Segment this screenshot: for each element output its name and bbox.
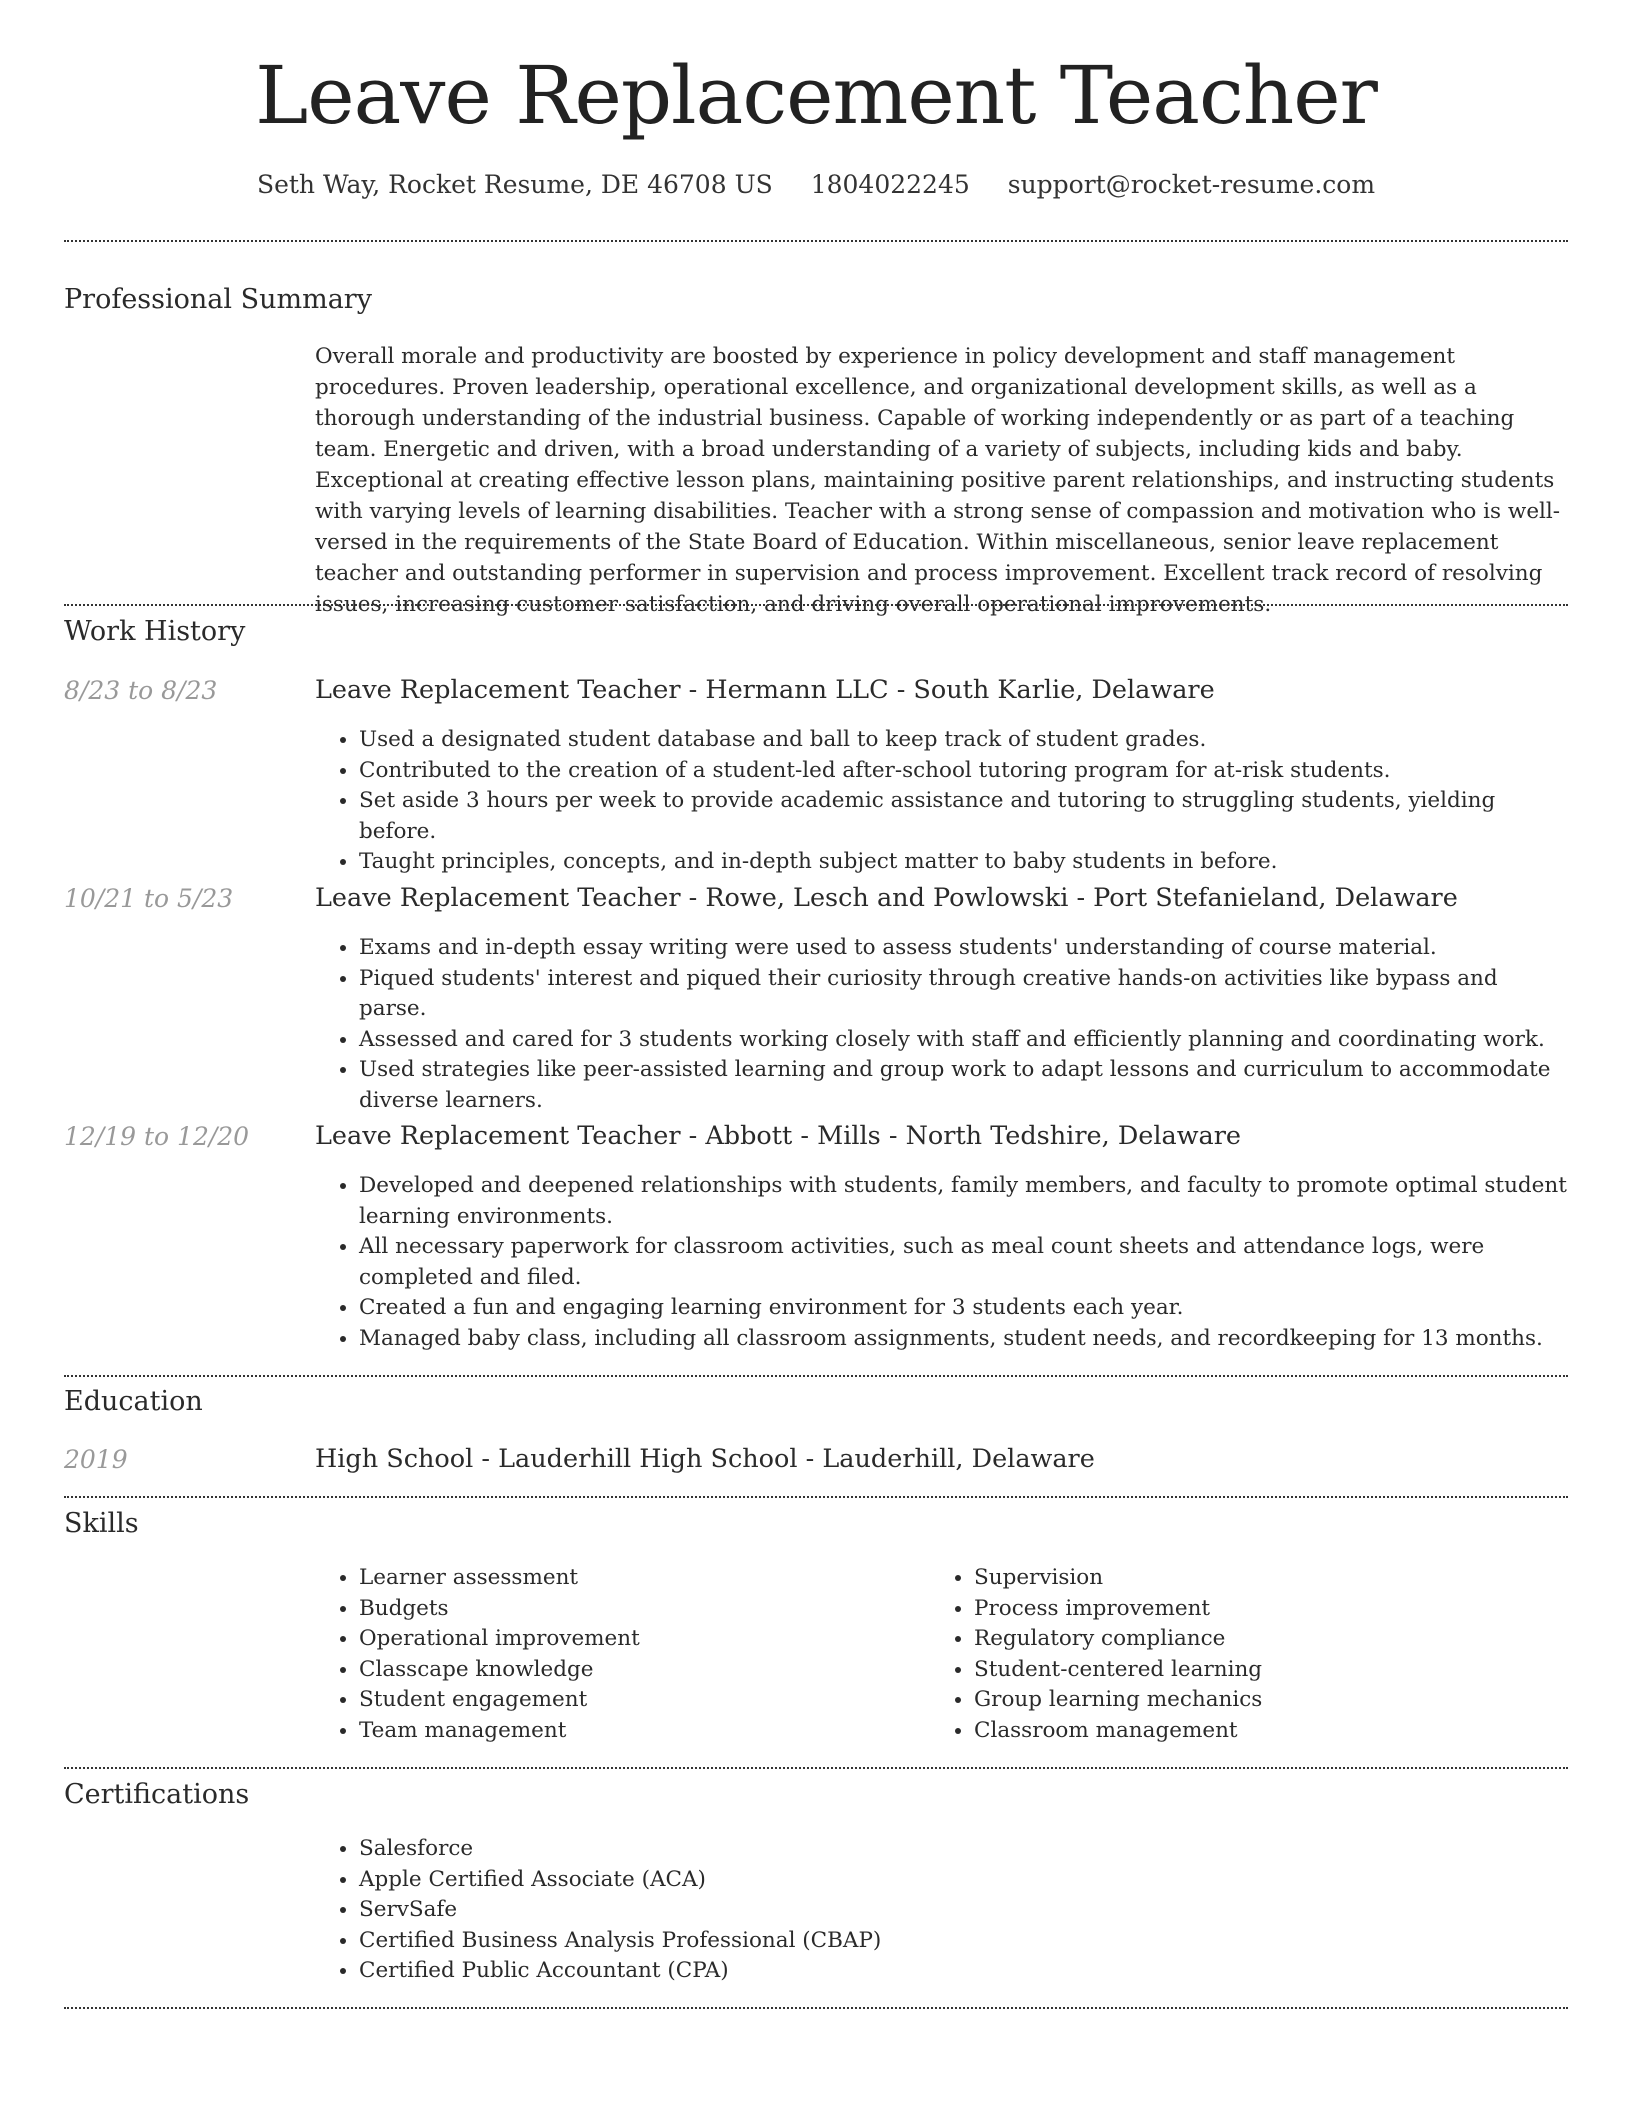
section-heading-education: Education xyxy=(64,1386,203,1417)
divider xyxy=(64,1767,1568,1769)
job-bullets xyxy=(315,725,1568,878)
job-bullets xyxy=(315,933,1568,1116)
list-item: • Student-centered learning xyxy=(974,1655,1530,1686)
contact-phone: 1804022245 xyxy=(810,170,970,199)
list-item: • Contributed to the creation of a student-led after-school tutoring program for at-risk students. xyxy=(359,756,1568,787)
skills-list-left xyxy=(315,1563,915,1746)
list-item: • Budgets xyxy=(359,1594,915,1625)
divider xyxy=(64,2007,1568,2009)
job-title: Leave Replacement Teacher - Hermann LLC - South Karlie, Delaware xyxy=(315,675,1215,705)
resume-title: Leave Replacement Teacher xyxy=(255,49,1377,142)
divider xyxy=(64,1496,1568,1498)
list-item: • Group learning mechanics xyxy=(974,1685,1530,1716)
list-item: • Used a designated student database and ball to keep track of student grades. xyxy=(359,725,1568,756)
skills-list-right xyxy=(930,1563,1530,1746)
job-title: Leave Replacement Teacher - Rowe, Lesch and Powlowski - Port Stefanieland, Delaware xyxy=(315,883,1458,913)
list-item: • Supervision xyxy=(974,1563,1530,1594)
contact-email: support@rocket-resume.com xyxy=(1007,170,1376,199)
divider xyxy=(64,1375,1568,1377)
divider xyxy=(64,604,1568,606)
list-item: • Student engagement xyxy=(359,1685,915,1716)
list-item: • Managed baby class, including all classroom assignments, student needs, and recordkeeping for 13 months. xyxy=(359,1324,1568,1355)
list-item: • Developed and deepened relationships with students, family members, and faculty to promote optimal student learning environments. xyxy=(359,1171,1568,1232)
education-date: 2019 xyxy=(64,1445,128,1474)
list-item: • ServSafe xyxy=(359,1895,1568,1926)
contact-address: Seth Way, Rocket Resume, DE 46708 US xyxy=(256,170,773,199)
list-item: • Classcape knowledge xyxy=(359,1655,915,1686)
list-item: • Learner assessment xyxy=(359,1563,915,1594)
list-item: • Certified Public Accountant (CPA) xyxy=(359,1956,1568,1987)
job-dates: 10/21 to 5/23 xyxy=(64,884,234,913)
contact-line xyxy=(64,170,1568,199)
section-heading-work: Work History xyxy=(64,616,246,647)
list-item: • Certified Business Analysis Professional (CBAP) xyxy=(359,1926,1568,1957)
list-item: • Salesforce xyxy=(359,1834,1568,1865)
list-item: • Exams and in-depth essay writing were used to assess students' understanding of course material. xyxy=(359,933,1568,964)
section-heading-certifications: Certifications xyxy=(64,1779,250,1810)
list-item: • Operational improvement xyxy=(359,1624,915,1655)
divider xyxy=(64,240,1568,242)
certifications-list xyxy=(315,1834,1568,1987)
job-bullets xyxy=(315,1171,1568,1354)
list-item: • Piqued students' interest and piqued their curiosity through creative hands-on activities like bypass and parse. xyxy=(359,964,1568,1025)
list-item: • Apple Certified Associate (ACA) xyxy=(359,1865,1568,1896)
list-item: • All necessary paperwork for classroom activities, such as meal count sheets and attendance logs, were completed and filed. xyxy=(359,1232,1568,1293)
list-item: • Set aside 3 hours per week to provide academic assistance and tutoring to struggling students, yielding before. xyxy=(359,786,1568,847)
list-item: • Team management xyxy=(359,1716,915,1747)
list-item: • Taught principles, concepts, and in-depth subject matter to baby students in before. xyxy=(359,847,1568,878)
section-heading-skills: Skills xyxy=(64,1508,139,1539)
summary-text: Overall morale and productivity are boosted by experience in policy development and staff management procedures. Proven leadership, operational excellence, and organizational development skills, as well as a thorough understanding of the industrial business. Capable of working independently or as part of a teaching team. Energetic and driven, with a broad understanding of a variety of subjects, including kids and baby. Exceptional at creating effective lesson plans, maintaining positive parent relationships, and instructing students with varying levels of learning disabilities. Teacher with a strong sense of compassion and motivation who is well-versed in the requirements of the State Board of Education. Within miscellaneous, senior leave replacement teacher and outstanding performer in supervision and process improvement. Excellent track record of resolving issues, increasing customer satisfaction, and driving overall operational improvements. xyxy=(315,344,1561,617)
list-item: • Classroom management xyxy=(974,1716,1530,1747)
list-item: • Created a fun and engaging learning environment for 3 students each year. xyxy=(359,1293,1568,1324)
list-item: • Assessed and cared for 3 students working closely with staff and efficiently planning and coordinating work. xyxy=(359,1025,1568,1056)
job-dates: 12/19 to 12/20 xyxy=(64,1122,250,1151)
list-item: • Regulatory compliance xyxy=(974,1624,1530,1655)
education-title: High School - Lauderhill High School - Lauderhill, Delaware xyxy=(315,1444,1095,1474)
list-item: • Process improvement xyxy=(974,1594,1530,1625)
job-title: Leave Replacement Teacher - Abbott - Mills - North Tedshire, Delaware xyxy=(315,1121,1242,1151)
job-dates: 8/23 to 8/23 xyxy=(64,676,218,705)
list-item: • Used strategies like peer-assisted learning and group work to adapt lessons and curriculum to accommodate diverse learners. xyxy=(359,1055,1568,1116)
section-heading-summary: Professional Summary xyxy=(64,284,372,315)
